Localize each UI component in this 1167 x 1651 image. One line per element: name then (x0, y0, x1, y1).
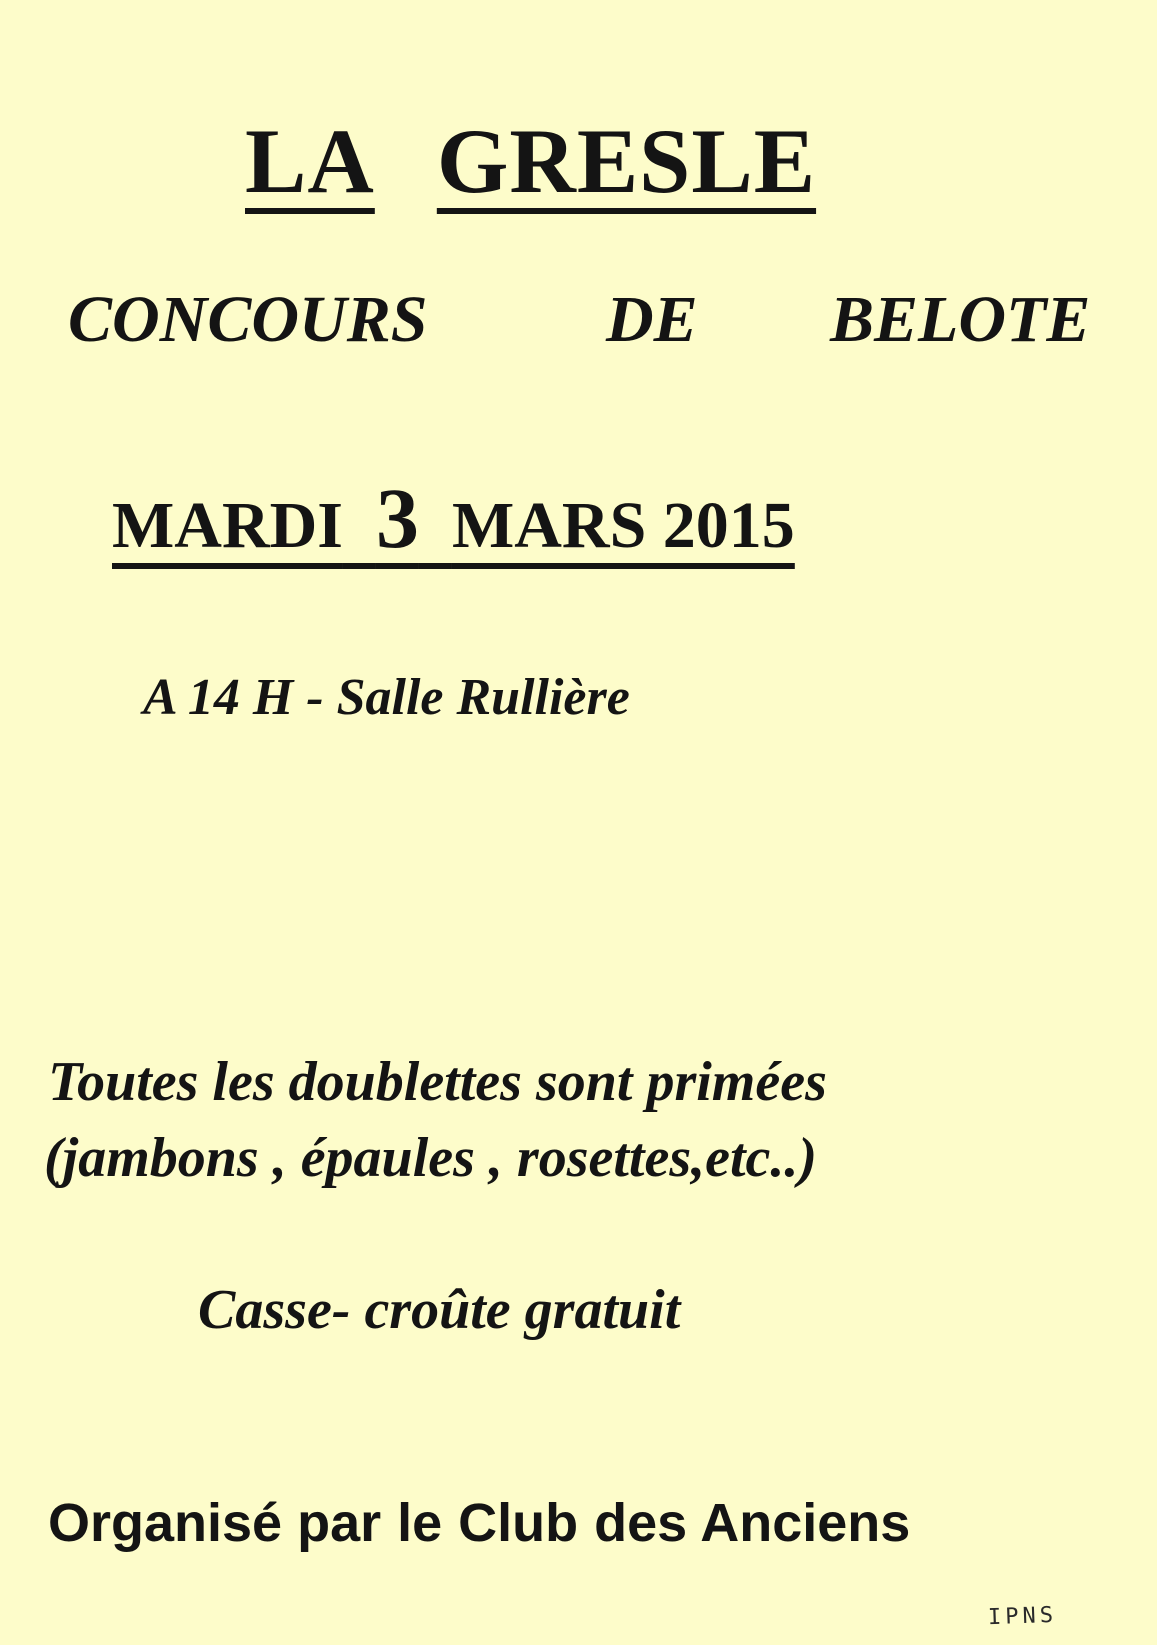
organizer-part-2: le (397, 1493, 443, 1553)
organizer-line (48, 1492, 910, 1554)
date-day-name: MARDI (112, 489, 343, 562)
subtitle-word-2: DE (606, 283, 698, 356)
organizer-part-3: Club (458, 1493, 579, 1553)
title-word-1: LA (245, 110, 375, 212)
prizes-line-2: (jambons , épaules , rosettes,etc..) (44, 1127, 818, 1189)
poster-title (245, 108, 816, 214)
date-month-year: MARS 2015 (451, 489, 795, 562)
title-word-2: GRESLE (436, 110, 817, 212)
event-date (112, 468, 795, 568)
prizes-line-1: Toutes les doublettes sont primées (48, 1051, 827, 1113)
organizer-part-1: Organisé par (48, 1493, 382, 1553)
subtitle-word-3: BELOTE (830, 283, 1091, 356)
date-day-number: 3 (375, 470, 419, 566)
handwritten-ipns-mark: IPNS (987, 1602, 1058, 1631)
snack-notice: Casse- croûte gratuit (198, 1279, 681, 1341)
event-time-place: A 14 H - Salle Rullière (143, 669, 630, 726)
subtitle-word-1: CONCOURS (68, 283, 428, 356)
organizer-part-4: des Anciens (594, 1493, 911, 1553)
